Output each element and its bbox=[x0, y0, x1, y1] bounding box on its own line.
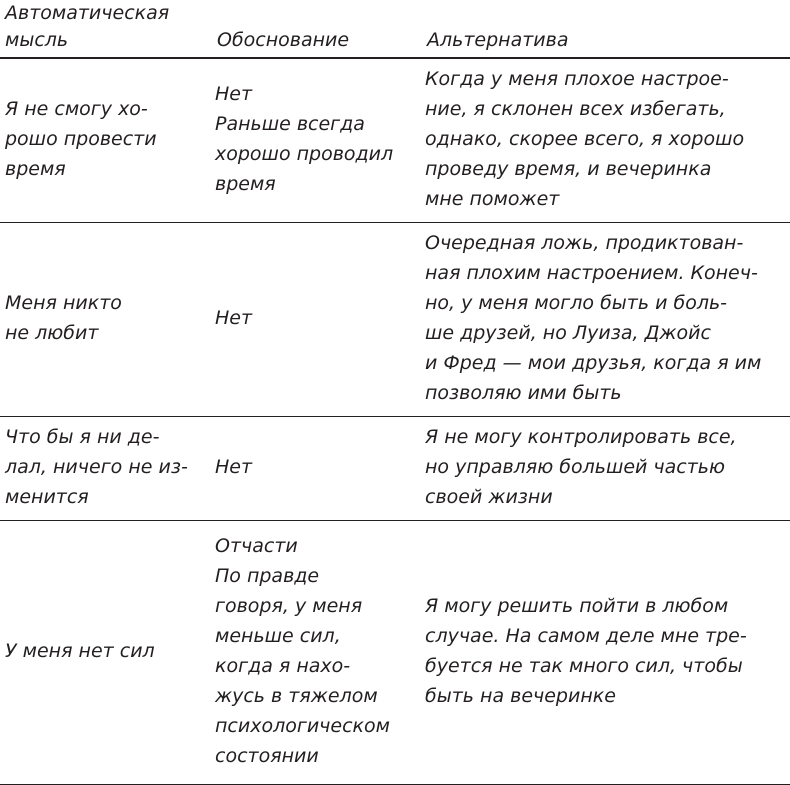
cell-thought: Меня никто не любит bbox=[0, 223, 212, 417]
cell-thought: Я не смогу хо- рошо провести время bbox=[0, 58, 212, 223]
cell-justification: Нет bbox=[212, 223, 422, 417]
cell-justification: Нет bbox=[212, 417, 422, 521]
cell-alternative: Я не могу контролировать все, но управляю большей частью своей жизни bbox=[422, 417, 790, 521]
header-automatic-thought: Автоматическая мысль bbox=[0, 0, 212, 58]
cell-alternative: Очередная ложь, продиктован- ная плохим настроением. Конеч- но, у меня могло быть и боль- ше друзей, но Луиза, Джойс и Фред — мои друзья, когда я им позволяю ими быть bbox=[422, 223, 790, 417]
cell-justification: Отчасти По правде говоря, у меня меньше сил, когда я нахо- жусь в тяжелом психологическом состоянии bbox=[212, 521, 422, 785]
table-row bbox=[0, 58, 790, 223]
header-justification: Обоснование bbox=[212, 0, 422, 58]
table-header bbox=[0, 0, 790, 58]
cell-alternative: Когда у меня плохое настрое- ние, я склонен всех избегать, однако, скорее всего, я хорошо проведу время, и вечеринка мне поможет bbox=[422, 58, 790, 223]
header-row bbox=[0, 0, 790, 58]
cell-thought: Что бы я ни де- лал, ничего не из- менится bbox=[0, 417, 212, 521]
table-row bbox=[0, 521, 790, 785]
table-body bbox=[0, 58, 790, 785]
cell-thought: У меня нет сил bbox=[0, 521, 212, 785]
table-row bbox=[0, 417, 790, 521]
cell-justification: Нет Раньше всегда хорошо проводил время bbox=[212, 58, 422, 223]
table-row bbox=[0, 223, 790, 417]
cell-alternative: Я могу решить пойти в любом случае. На самом деле мне тре- буется не так много сил, чтобы быть на вечеринке bbox=[422, 521, 790, 785]
header-alternative: Альтернатива bbox=[422, 0, 790, 58]
